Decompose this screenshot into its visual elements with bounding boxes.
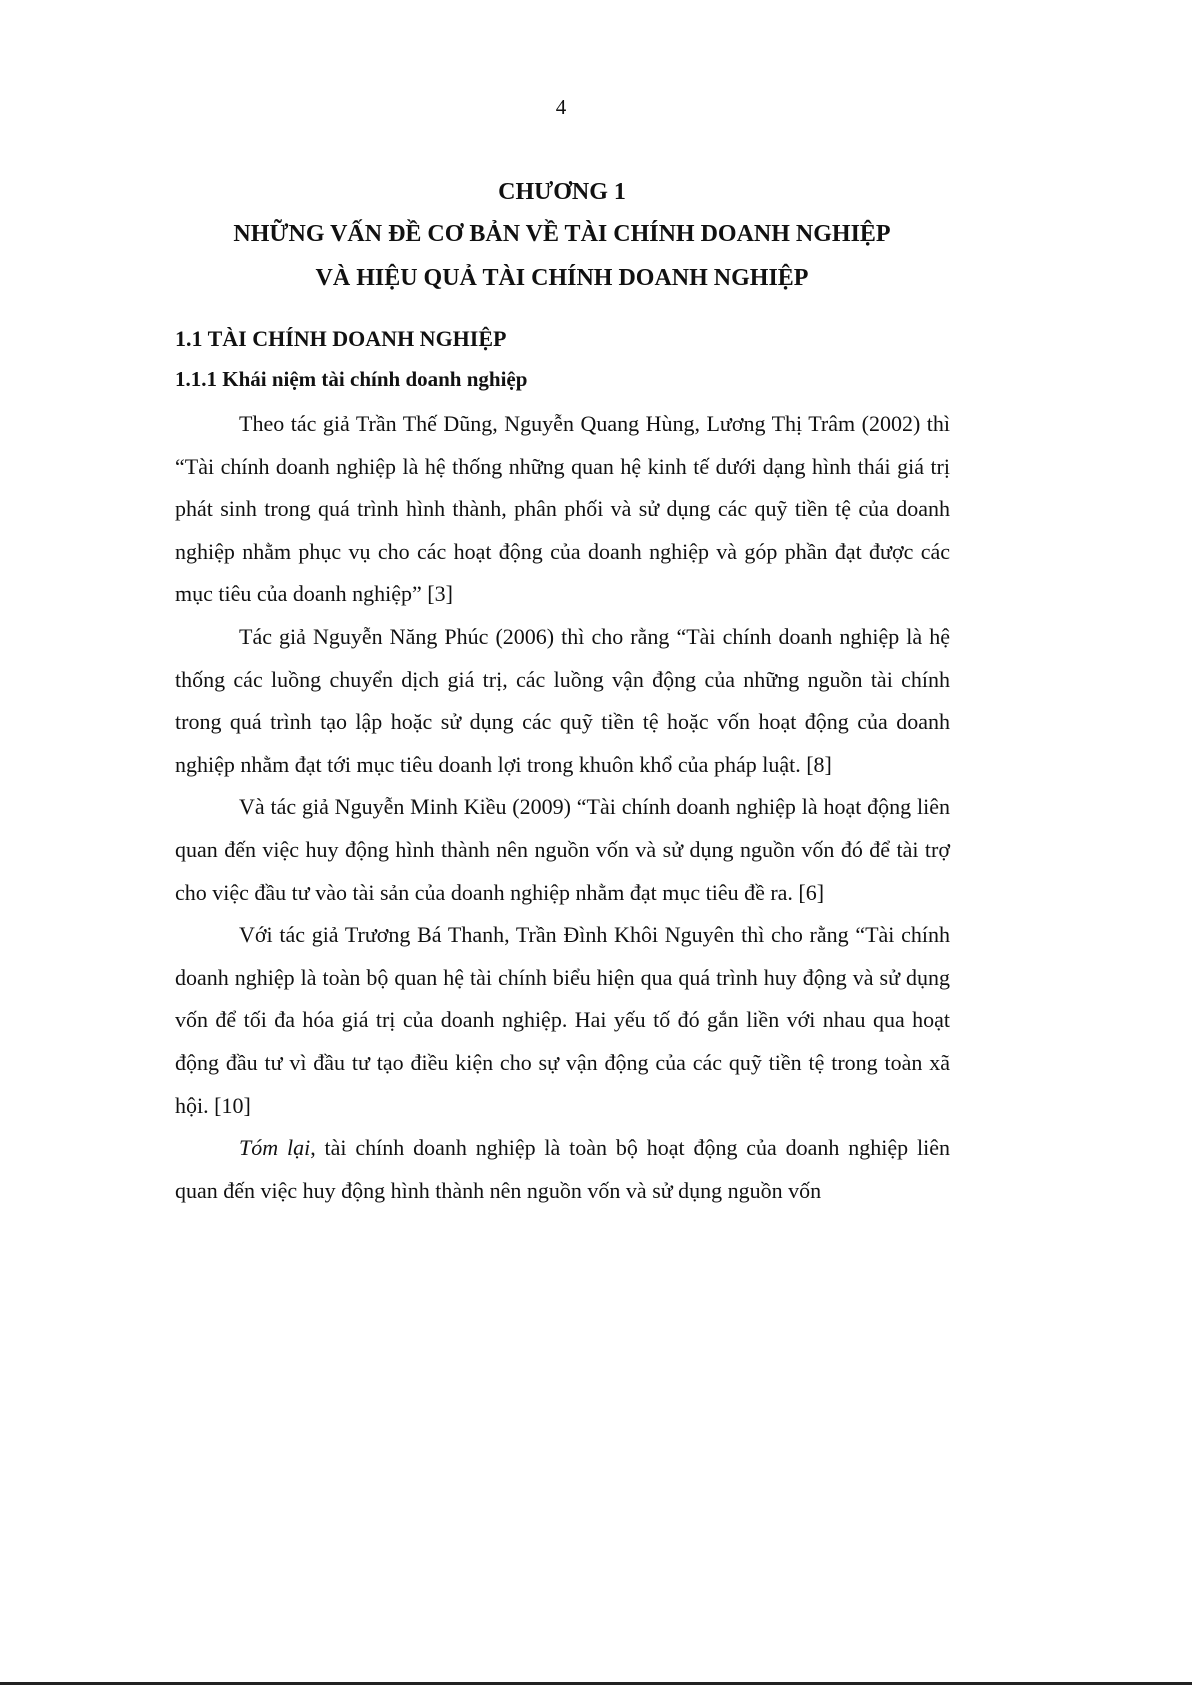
page-number: 4 bbox=[555, 95, 567, 119]
chapter-label: CHƯƠNG 1 bbox=[498, 179, 626, 205]
paragraph-2: Tác giả Nguyễn Năng Phúc (2006) thì cho rằng “Tài chính doanh nghiệp là hệ thống các luồng chuyển dịch giá trị, các luồng vận động của những nguồn tài chính trong quá trình tạo lập hoặc sử dụng các quỹ tiền tệ hoặc vốn hoạt động của doanh nghiệp nhằm đạt tới mục tiêu doanh lợi trong khuôn khổ của pháp luật. [8] bbox=[175, 623, 950, 777]
paragraph-5 bbox=[175, 1127, 950, 1212]
paragraph-4: Với tác giả Trương Bá Thanh, Trần Đình Khôi Nguyên thì cho rằng “Tài chính doanh nghiệp là toàn bộ quan hệ tài chính biểu hiện qua quá trình huy động và sử dụng vốn để tối đa hóa giá trị của doanh nghiệp. Hai yếu tố đó gắn liền với nhau qua hoạt động đầu tư vì đầu tư tạo điều kiện cho sự vận động của các quỹ tiền tệ trong toàn xã hội. [10] bbox=[175, 922, 950, 1118]
paragraph-3: Và tác giả Nguyễn Minh Kiều (2009) “Tài chính doanh nghiệp là hoạt động liên quan đến việc huy động hình thành nên nguồn vốn và sử dụng nguồn vốn đó để tài trợ cho việc đầu tư vào tài sản của doanh nghiệp nhằm đạt mục tiêu đề ra. [6] bbox=[175, 794, 950, 905]
italic-lead: Tóm lại bbox=[239, 1135, 311, 1161]
chapter-header bbox=[160, 172, 964, 300]
chapter-title-line-1: NHỮNG VẤN ĐỀ CƠ BẢN VỀ TÀI CHÍNH DOANH NGHIỆP bbox=[233, 221, 891, 247]
paragraph-5-text: , tài chính doanh nghiệp là toàn bộ hoạt động của doanh nghiệp liên quan đến việc huy động hình thành nên nguồn vốn và sử dụng nguồn vốn bbox=[175, 1135, 950, 1203]
section-heading: 1.1 TÀI CHÍNH DOANH NGHIỆP bbox=[175, 326, 507, 351]
paragraph-1: Theo tác giả Trần Thế Dũng, Nguyễn Quang Hùng, Lương Thị Trâm (2002) thì “Tài chính doanh nghiệp là hệ thống những quan hệ kinh tế dưới dạng hình thái giá trị phát sinh trong quá trình hình thành, phân phối và sử dụng các quỹ tiền tệ của doanh nghiệp nhằm phục vụ cho các hoạt động của doanh nghiệp và góp phần đạt được các mục tiêu của doanh nghiệp” [3] bbox=[175, 411, 950, 607]
subsection-heading: 1.1.1 Khái niệm tài chính doanh nghiệp bbox=[175, 367, 528, 391]
chapter-title-line-2: VÀ HIỆU QUẢ TÀI CHÍNH DOANH NGHIỆP bbox=[315, 265, 809, 291]
page-body bbox=[175, 319, 950, 1212]
